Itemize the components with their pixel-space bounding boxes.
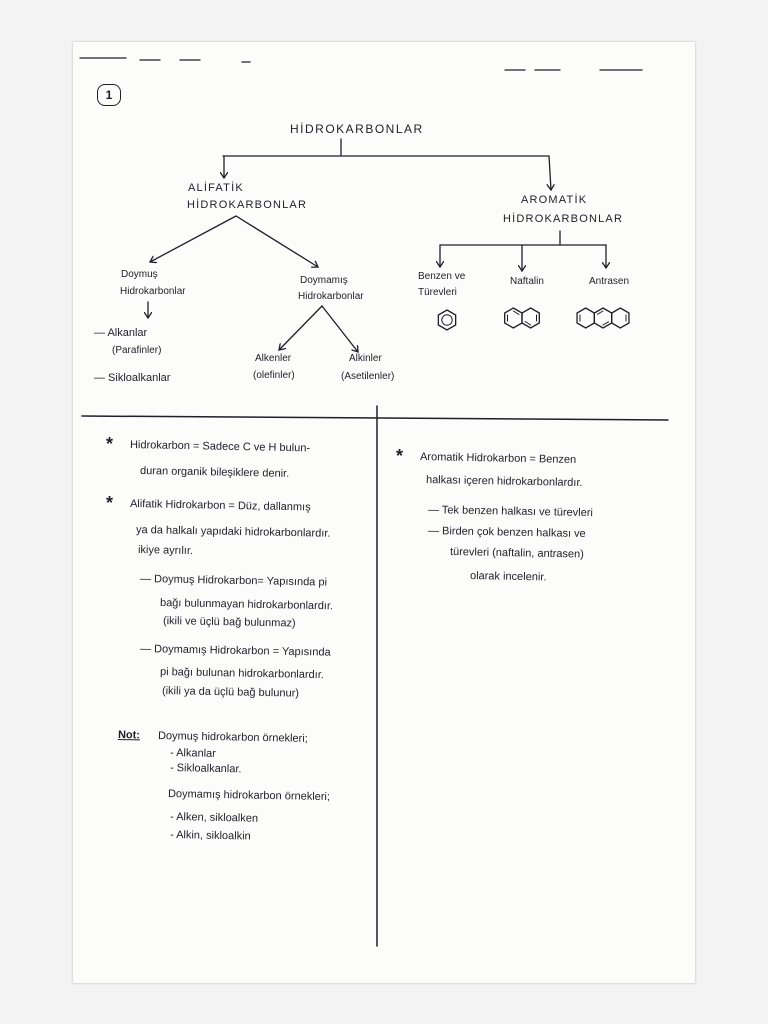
bullet-star: * (106, 493, 114, 513)
note-line: Aromatik Hidrokarbon = Benzen (419, 451, 577, 466)
note-line: — Doymamış Hidrokarbon = Yapısında (139, 643, 331, 659)
benzene-label-line1: Benzen ve (418, 271, 466, 282)
anthracene-ring-icon (577, 308, 629, 328)
note-line: Doymuş hidrokarbon örnekleri; (157, 730, 308, 745)
note-label: Not: (117, 729, 141, 742)
benzene-ring-icon (438, 310, 455, 330)
unsaturated-label-line2: Hidrokarbonlar (298, 291, 364, 302)
aromatic-label-line2: HİDROKARBONLAR (503, 213, 624, 225)
cycloalkanes-label: — Sikloalkanlar (94, 372, 171, 384)
note-line: — Tek benzen halkası ve türevleri (427, 504, 593, 520)
bullet-star: * (106, 434, 114, 454)
note-line: — Doymuş Hidrokarbon= Yapısında pi (139, 573, 328, 589)
note-line: Doymamış hidrokarbon örnekleri; (167, 788, 331, 804)
arrow-to-unsaturated (236, 216, 318, 267)
tree-root-label: HİDROKARBONLAR (290, 122, 424, 136)
naphthalene-label: Naftalin (510, 276, 544, 287)
note-line: olarak incelenir. (469, 570, 547, 584)
note-line: - Alkin, sikloalkin (169, 829, 251, 843)
alkenes-note: (olefinler) (253, 370, 295, 381)
arrow-to-saturated (150, 216, 236, 262)
note-line: Alifatik Hidrokarbon = Düz, dallanmış (129, 498, 311, 514)
note-line: pi bağı bulunan hidrokarbonlardır. (159, 666, 325, 682)
page-number: 1 (97, 84, 121, 106)
note-line: ya da halkalı yapıdaki hidrokarbonlardır. (135, 524, 331, 540)
alkanes-note: (Parafinler) (112, 345, 162, 356)
aliphatic-label-line2: HİDROKARBONLAR (187, 199, 308, 211)
note-line: - Alken, sikloalken (169, 811, 259, 825)
alkynes-label: Alkinler (349, 353, 382, 364)
note-line: (ikili ve üçlü bağ bulunmaz) (162, 615, 296, 630)
note-line: - Alkanlar (169, 747, 216, 760)
arrow-to-aromatic (549, 156, 551, 190)
aliphatic-label-line1: ALİFATİK (188, 182, 244, 194)
aromatic-label-line1: AROMATİK (521, 194, 588, 206)
horizontal-divider (82, 416, 668, 420)
note-line: duran organik bileşiklere denir. (139, 465, 290, 480)
note-line: (ikili ya da üçlü bağ bulunur) (161, 685, 300, 700)
alkanes-label: — Alkanlar (94, 327, 148, 339)
saturated-label-line1: Doymuş (121, 269, 158, 280)
note-line: bağı bulunmayan hidrokarbonlardır. (159, 597, 334, 613)
alkynes-note: (Asetilenler) (341, 371, 395, 382)
benzene-label-line2: Türevleri (418, 287, 457, 298)
note-line: Hidrokarbon = Sadece C ve H bulun- (129, 439, 311, 455)
bullet-star: * (396, 446, 404, 466)
unsaturated-label-line1: Doymamış (300, 275, 348, 286)
note-line: türevleri (naftalin, antrasen) (449, 546, 585, 561)
note-line: - Sikloalkanlar. (169, 762, 242, 776)
anthracene-label: Antrasen (589, 276, 630, 287)
saturated-label-line2: Hidrokarbonlar (120, 286, 186, 297)
note-line: halkası içeren hidrokarbonlardır. (425, 474, 583, 490)
note-line: ikiye ayrılır. (137, 544, 194, 558)
arrow-to-alkenes (279, 306, 322, 350)
arrow-to-alkynes (322, 306, 358, 352)
alkenes-label: Alkenler (255, 353, 292, 364)
note-line: — Birden çok benzen halkası ve (427, 525, 586, 541)
naphthalene-ring-icon (505, 308, 540, 328)
